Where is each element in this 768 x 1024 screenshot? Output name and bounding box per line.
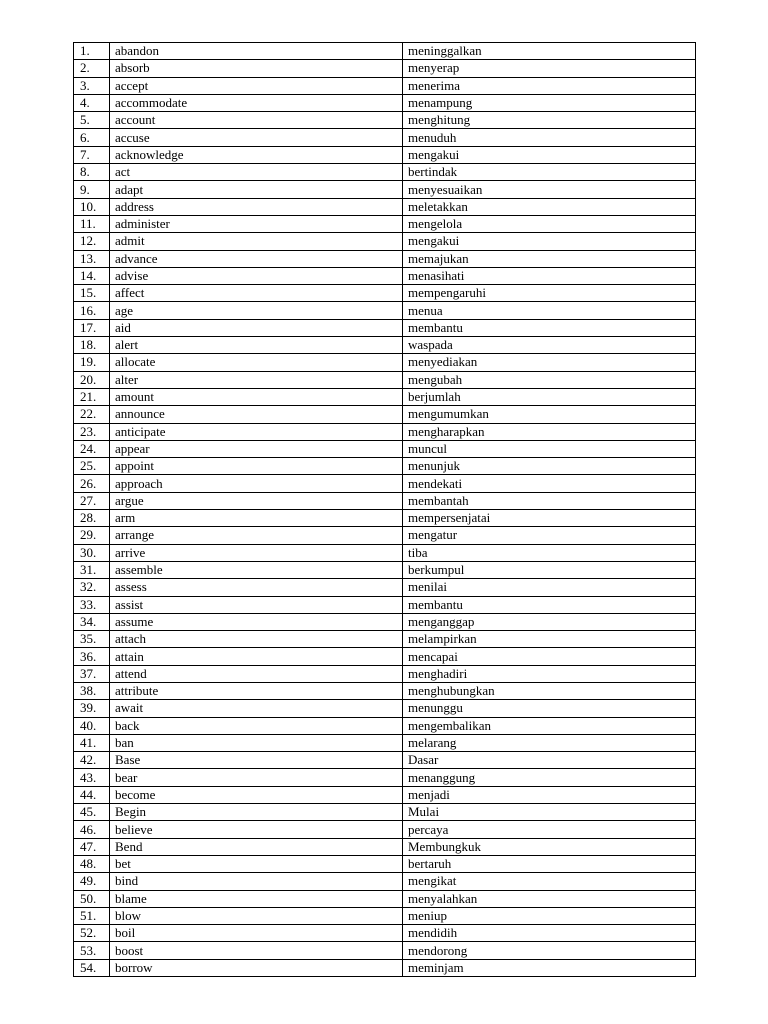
- table-row: [74, 285, 696, 302]
- table-row: [74, 925, 696, 942]
- table-row: [74, 337, 696, 354]
- row-number: 28.: [74, 510, 110, 527]
- row-number: 1.: [74, 43, 110, 60]
- table-row: [74, 233, 696, 250]
- indonesian-translation: mengharapkan: [403, 423, 696, 440]
- row-number: 53.: [74, 942, 110, 959]
- row-number: 10.: [74, 198, 110, 215]
- english-word: bind: [110, 873, 403, 890]
- table-row: [74, 319, 696, 336]
- table-row: [74, 631, 696, 648]
- row-number: 9.: [74, 181, 110, 198]
- row-number: 54.: [74, 959, 110, 976]
- english-word: allocate: [110, 354, 403, 371]
- english-word: advise: [110, 267, 403, 284]
- english-word: administer: [110, 215, 403, 232]
- table-row: [74, 250, 696, 267]
- english-word: address: [110, 198, 403, 215]
- indonesian-translation: menghitung: [403, 112, 696, 129]
- indonesian-translation: menganggap: [403, 613, 696, 630]
- row-number: 27.: [74, 492, 110, 509]
- indonesian-translation: meletakkan: [403, 198, 696, 215]
- indonesian-translation: mengikat: [403, 873, 696, 890]
- indonesian-translation: Dasar: [403, 752, 696, 769]
- row-number: 46.: [74, 821, 110, 838]
- table-row: [74, 60, 696, 77]
- indonesian-translation: meninggalkan: [403, 43, 696, 60]
- table-row: [74, 129, 696, 146]
- indonesian-translation: mengakui: [403, 146, 696, 163]
- indonesian-translation: menilai: [403, 579, 696, 596]
- indonesian-translation: Membungkuk: [403, 838, 696, 855]
- english-word: arrange: [110, 527, 403, 544]
- row-number: 14.: [74, 267, 110, 284]
- row-number: 38.: [74, 682, 110, 699]
- table-row: [74, 804, 696, 821]
- english-word: attach: [110, 631, 403, 648]
- indonesian-translation: mengelola: [403, 215, 696, 232]
- indonesian-translation: waspada: [403, 337, 696, 354]
- indonesian-translation: menyesuaikan: [403, 181, 696, 198]
- row-number: 36.: [74, 648, 110, 665]
- english-word: announce: [110, 406, 403, 423]
- table-row: [74, 752, 696, 769]
- table-row: [74, 302, 696, 319]
- english-word: acknowledge: [110, 146, 403, 163]
- table-row: [74, 423, 696, 440]
- indonesian-translation: mempersenjatai: [403, 510, 696, 527]
- english-word: Bend: [110, 838, 403, 855]
- table-row: [74, 354, 696, 371]
- indonesian-translation: berjumlah: [403, 388, 696, 405]
- table-row: [74, 94, 696, 111]
- row-number: 26.: [74, 475, 110, 492]
- row-number: 15.: [74, 285, 110, 302]
- english-word: aid: [110, 319, 403, 336]
- english-word: bear: [110, 769, 403, 786]
- table-row: [74, 682, 696, 699]
- english-word: assume: [110, 613, 403, 630]
- row-number: 43.: [74, 769, 110, 786]
- english-word: arm: [110, 510, 403, 527]
- english-word: Begin: [110, 804, 403, 821]
- row-number: 3.: [74, 77, 110, 94]
- indonesian-translation: mencapai: [403, 648, 696, 665]
- indonesian-translation: percaya: [403, 821, 696, 838]
- indonesian-translation: mendidih: [403, 925, 696, 942]
- english-word: advance: [110, 250, 403, 267]
- indonesian-translation: menghubungkan: [403, 682, 696, 699]
- table-row: [74, 700, 696, 717]
- row-number: 33.: [74, 596, 110, 613]
- row-number: 30.: [74, 544, 110, 561]
- english-word: alert: [110, 337, 403, 354]
- row-number: 21.: [74, 388, 110, 405]
- table-row: [74, 942, 696, 959]
- row-number: 18.: [74, 337, 110, 354]
- row-number: 48.: [74, 855, 110, 872]
- row-number: 35.: [74, 631, 110, 648]
- english-word: anticipate: [110, 423, 403, 440]
- english-word: argue: [110, 492, 403, 509]
- table-row: [74, 527, 696, 544]
- english-word: appear: [110, 440, 403, 457]
- table-row: [74, 717, 696, 734]
- table-row: [74, 907, 696, 924]
- indonesian-translation: membantu: [403, 319, 696, 336]
- table-row: [74, 873, 696, 890]
- table-row: [74, 890, 696, 907]
- english-word: affect: [110, 285, 403, 302]
- indonesian-translation: meniup: [403, 907, 696, 924]
- table-row: [74, 769, 696, 786]
- table-row: [74, 492, 696, 509]
- row-number: 24.: [74, 440, 110, 457]
- row-number: 7.: [74, 146, 110, 163]
- table-row: [74, 198, 696, 215]
- row-number: 23.: [74, 423, 110, 440]
- english-word: attain: [110, 648, 403, 665]
- english-word: accuse: [110, 129, 403, 146]
- indonesian-translation: membantu: [403, 596, 696, 613]
- indonesian-translation: memajukan: [403, 250, 696, 267]
- row-number: 32.: [74, 579, 110, 596]
- indonesian-translation: mendekati: [403, 475, 696, 492]
- row-number: 31.: [74, 561, 110, 578]
- table-row: [74, 821, 696, 838]
- row-number: 6.: [74, 129, 110, 146]
- row-number: 45.: [74, 804, 110, 821]
- table-row: [74, 855, 696, 872]
- table-row: [74, 371, 696, 388]
- indonesian-translation: menampung: [403, 94, 696, 111]
- english-word: abandon: [110, 43, 403, 60]
- indonesian-translation: mengembalikan: [403, 717, 696, 734]
- row-number: 13.: [74, 250, 110, 267]
- row-number: 2.: [74, 60, 110, 77]
- row-number: 42.: [74, 752, 110, 769]
- table-row: [74, 440, 696, 457]
- english-word: await: [110, 700, 403, 717]
- table-row: [74, 388, 696, 405]
- indonesian-translation: menanggung: [403, 769, 696, 786]
- row-number: 52.: [74, 925, 110, 942]
- english-word: accept: [110, 77, 403, 94]
- table-row: [74, 648, 696, 665]
- indonesian-translation: bertaruh: [403, 855, 696, 872]
- row-number: 44.: [74, 786, 110, 803]
- english-word: blame: [110, 890, 403, 907]
- row-number: 19.: [74, 354, 110, 371]
- indonesian-translation: menyalahkan: [403, 890, 696, 907]
- english-word: blow: [110, 907, 403, 924]
- indonesian-translation: melampirkan: [403, 631, 696, 648]
- indonesian-translation: menerima: [403, 77, 696, 94]
- indonesian-translation: mendorong: [403, 942, 696, 959]
- row-number: 50.: [74, 890, 110, 907]
- indonesian-translation: Mulai: [403, 804, 696, 821]
- row-number: 12.: [74, 233, 110, 250]
- indonesian-translation: menghadiri: [403, 665, 696, 682]
- english-word: attend: [110, 665, 403, 682]
- row-number: 51.: [74, 907, 110, 924]
- row-number: 16.: [74, 302, 110, 319]
- indonesian-translation: bertindak: [403, 164, 696, 181]
- table-row: [74, 146, 696, 163]
- table-row: [74, 596, 696, 613]
- vocabulary-table-body: [74, 43, 696, 977]
- english-word: boost: [110, 942, 403, 959]
- english-word: assess: [110, 579, 403, 596]
- table-row: [74, 510, 696, 527]
- table-row: [74, 77, 696, 94]
- english-word: admit: [110, 233, 403, 250]
- english-word: age: [110, 302, 403, 319]
- indonesian-translation: muncul: [403, 440, 696, 457]
- indonesian-translation: mengakui: [403, 233, 696, 250]
- indonesian-translation: membantah: [403, 492, 696, 509]
- indonesian-translation: mengatur: [403, 527, 696, 544]
- table-row: [74, 561, 696, 578]
- table-row: [74, 181, 696, 198]
- english-word: boil: [110, 925, 403, 942]
- table-row: [74, 613, 696, 630]
- table-row: [74, 215, 696, 232]
- table-row: [74, 734, 696, 751]
- row-number: 20.: [74, 371, 110, 388]
- indonesian-translation: menunjuk: [403, 458, 696, 475]
- english-word: borrow: [110, 959, 403, 976]
- indonesian-translation: tiba: [403, 544, 696, 561]
- english-word: back: [110, 717, 403, 734]
- english-word: assist: [110, 596, 403, 613]
- english-word: alter: [110, 371, 403, 388]
- english-word: believe: [110, 821, 403, 838]
- table-row: [74, 458, 696, 475]
- row-number: 49.: [74, 873, 110, 890]
- english-word: act: [110, 164, 403, 181]
- row-number: 37.: [74, 665, 110, 682]
- english-word: attribute: [110, 682, 403, 699]
- table-row: [74, 579, 696, 596]
- row-number: 22.: [74, 406, 110, 423]
- table-row: [74, 43, 696, 60]
- row-number: 41.: [74, 734, 110, 751]
- row-number: 47.: [74, 838, 110, 855]
- row-number: 5.: [74, 112, 110, 129]
- row-number: 29.: [74, 527, 110, 544]
- indonesian-translation: meminjam: [403, 959, 696, 976]
- english-word: ban: [110, 734, 403, 751]
- row-number: 4.: [74, 94, 110, 111]
- indonesian-translation: menunggu: [403, 700, 696, 717]
- english-word: appoint: [110, 458, 403, 475]
- table-row: [74, 786, 696, 803]
- indonesian-translation: mengumumkan: [403, 406, 696, 423]
- row-number: 40.: [74, 717, 110, 734]
- vocabulary-table: [73, 42, 696, 977]
- row-number: 34.: [74, 613, 110, 630]
- indonesian-translation: menyediakan: [403, 354, 696, 371]
- english-word: approach: [110, 475, 403, 492]
- indonesian-translation: menuduh: [403, 129, 696, 146]
- english-word: amount: [110, 388, 403, 405]
- english-word: become: [110, 786, 403, 803]
- indonesian-translation: berkumpul: [403, 561, 696, 578]
- table-row: [74, 959, 696, 976]
- row-number: 8.: [74, 164, 110, 181]
- table-row: [74, 164, 696, 181]
- row-number: 17.: [74, 319, 110, 336]
- english-word: account: [110, 112, 403, 129]
- indonesian-translation: menua: [403, 302, 696, 319]
- english-word: assemble: [110, 561, 403, 578]
- english-word: arrive: [110, 544, 403, 561]
- table-row: [74, 475, 696, 492]
- row-number: 11.: [74, 215, 110, 232]
- indonesian-translation: menjadi: [403, 786, 696, 803]
- english-word: Base: [110, 752, 403, 769]
- english-word: bet: [110, 855, 403, 872]
- table-row: [74, 544, 696, 561]
- english-word: absorb: [110, 60, 403, 77]
- row-number: 39.: [74, 700, 110, 717]
- table-row: [74, 838, 696, 855]
- indonesian-translation: melarang: [403, 734, 696, 751]
- table-row: [74, 267, 696, 284]
- row-number: 25.: [74, 458, 110, 475]
- indonesian-translation: menyerap: [403, 60, 696, 77]
- indonesian-translation: mengubah: [403, 371, 696, 388]
- table-row: [74, 112, 696, 129]
- indonesian-translation: mempengaruhi: [403, 285, 696, 302]
- table-row: [74, 406, 696, 423]
- english-word: accommodate: [110, 94, 403, 111]
- english-word: adapt: [110, 181, 403, 198]
- indonesian-translation: menasihati: [403, 267, 696, 284]
- table-row: [74, 665, 696, 682]
